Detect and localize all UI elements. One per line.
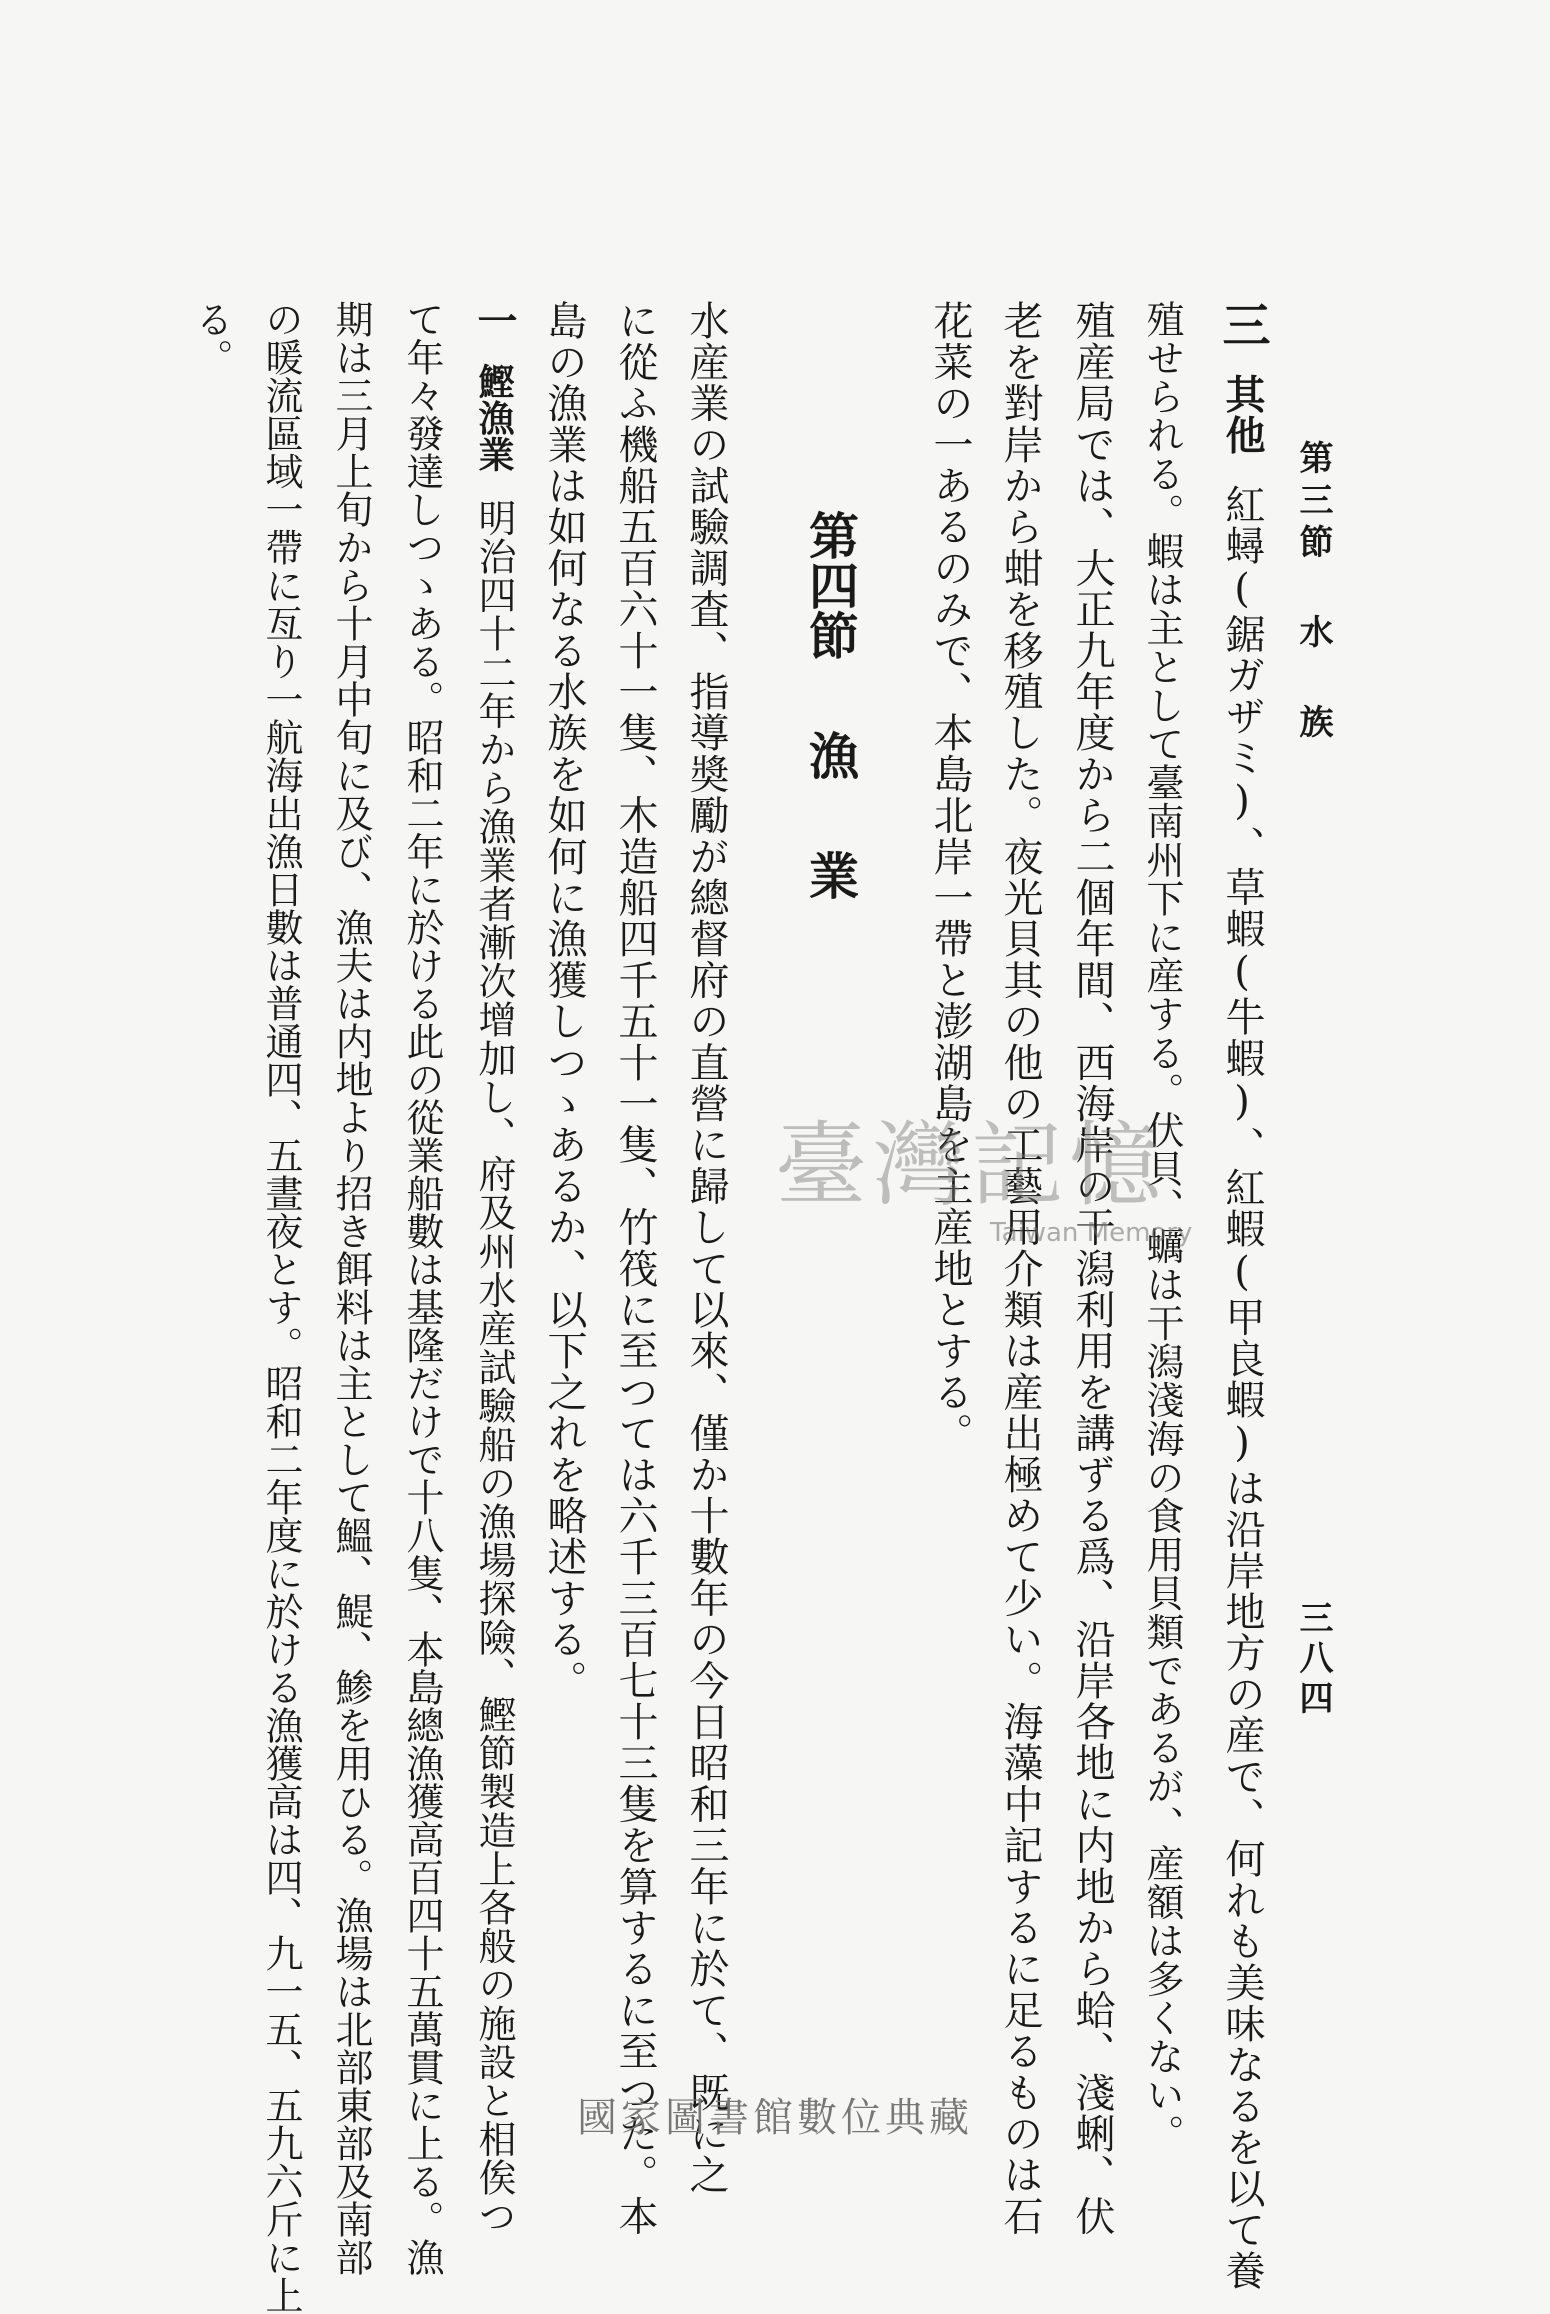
footer-credit: 國家圖書館數位典藏 xyxy=(577,2095,973,2141)
section-title-char: 漁 xyxy=(801,730,860,780)
text-column xyxy=(1214,300,1270,2292)
text-column: 殖せられる。蝦は主として臺南州下に産する。伏貝、蠣は干潟淺海の食用貝類であるが、産額は多くない。 xyxy=(1140,300,1184,2153)
text-column: 島の漁業は如何なる水族を如何に漁獲しつゝあるか、以下之れを略述する。 xyxy=(541,300,587,1701)
subsection-heading: 其他 xyxy=(1219,373,1266,456)
text-column: 期は三月上旬から十月中旬に及び、漁夫は内地より招き餌料は主として鰮、鯷、鯵を用ひる。漁場は北部東部及南部 xyxy=(329,300,373,2276)
text-line: 紅蟳(鋸ガザミ)、草蝦(牛蝦)、紅蝦(甲良蝦)は沿岸地方の産で、何れも美味なるを以て養 xyxy=(1219,483,1265,2292)
text-line: 明治四十二年から漁業者漸次增加し、府及州水産試驗船の漁場探險、鰹節製造上各般の施設と相俟つ xyxy=(472,498,516,2236)
watermark-subtext: Taiwan Memory xyxy=(990,1218,1193,1248)
text-column xyxy=(471,300,518,2236)
text-column: て年々發達しつゝある。昭和二年に於ける此の從業船數は基隆だけで十八隻、本島總漁獲高百四十五萬貫に上る。漁 xyxy=(400,300,444,2276)
running-header-section: 第三節 水 族 xyxy=(1293,440,1333,746)
page-number: 三八四 xyxy=(1293,1600,1333,1720)
watermark-logo xyxy=(775,1112,1195,1270)
section-title xyxy=(801,510,860,900)
subsection-number: 一 xyxy=(471,300,518,341)
text-column: る。 xyxy=(189,300,233,378)
section-title-number: 第四節 xyxy=(801,510,860,660)
text-column: 殖産局では、大正九年度から二個年間、西海岸の干潟利用を講ずる爲、沿岸各地に内地から蛤、淺蜊、伏 xyxy=(1069,300,1115,2237)
section-title-char: 業 xyxy=(801,850,860,900)
text-column: に從ふ機船五百六十一隻、木造船四千五十一隻、竹筏に至つては六千三百七十三隻を算するに至つた。本 xyxy=(612,300,658,2237)
text-column: 花菜の一あるのみで、本島北岸一帶と澎湖島を主産地とする。 xyxy=(927,300,973,1454)
subsection-heading: 鰹漁業 xyxy=(473,362,515,473)
text-column: 老を對岸から蚶を移殖した。夜光貝其の他の工藝用介類は産出極めて少い。海藻中記するに足るものは石 xyxy=(997,300,1043,2237)
text-column: の暖流區域一帶に亙り一航海出漁日數は普通四、五晝夜とす。昭和二年度に於ける漁獲高は四、九一五、五九六斤に上 xyxy=(259,300,303,2314)
text-column: 水産業の試驗調査、指導奬勵が總督府の直營に歸して以來、僅か十數年の今日昭和三年に於て、既に之 xyxy=(683,300,729,2196)
watermark-text: 臺灣記憶 xyxy=(775,1112,1168,1219)
subsection-number: 三 xyxy=(1214,300,1270,350)
